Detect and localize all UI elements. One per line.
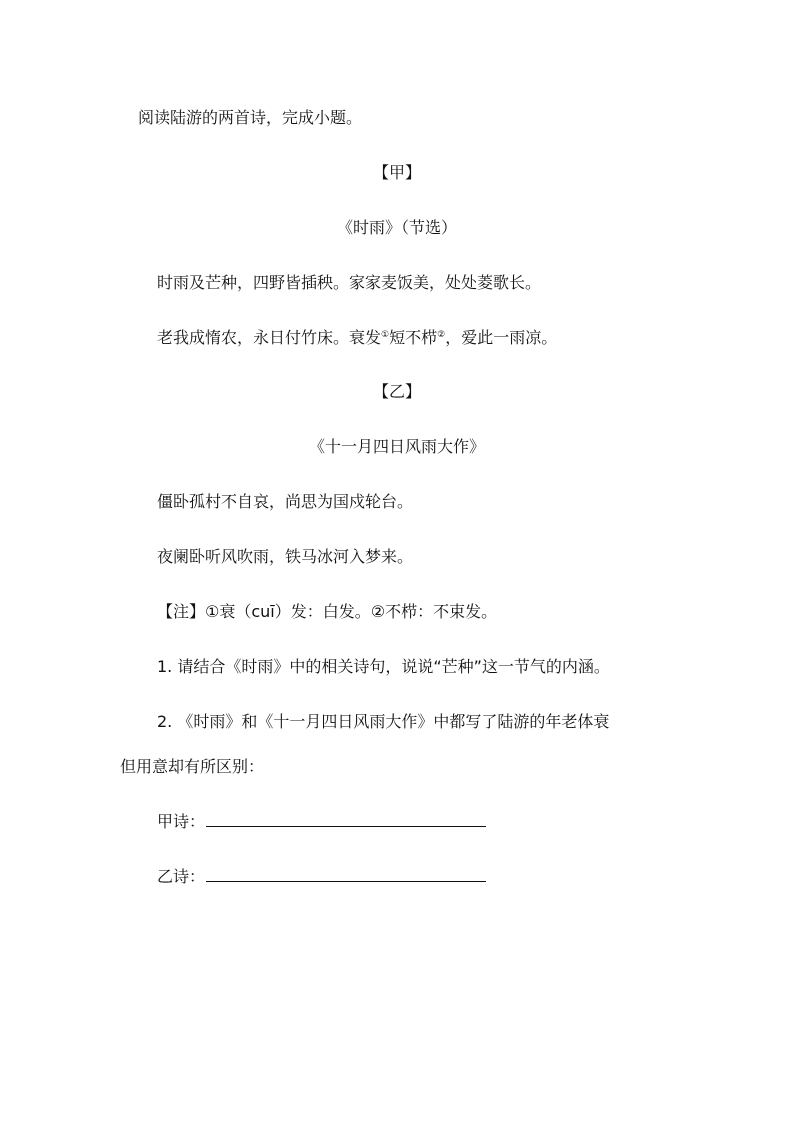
answer-jia-blank[interactable]: [206, 811, 486, 827]
answer-jia-label: 甲诗：: [157, 812, 206, 831]
poem-yi-line-2: 夜阑卧听风吹雨，铁马冰河入梦来。: [157, 547, 414, 566]
poem-jia-line-2: [157, 327, 557, 349]
poem-jia-title: 《时雨》（节选）: [336, 218, 457, 237]
poem-jia-line-2-part-2: 短不栉: [389, 328, 438, 347]
intro-text: 阅读陆游的两首诗，完成小题。: [138, 108, 363, 127]
note-2-mark: ②: [437, 330, 446, 340]
answer-jia-row: [157, 811, 486, 833]
poem-yi-title: 《十一月四日风雨大作》: [308, 437, 485, 456]
poem-jia-marker: 【甲】: [372, 163, 421, 182]
question-1: 1. 请结合《时雨》中的相关诗句，说说“芒种”这一节气的内涵。: [157, 657, 610, 676]
answer-yi-blank[interactable]: [206, 866, 486, 882]
poem-jia-line-1: 时雨及芒种，四野皆插秧。家家麦饭美，处处菱歌长。: [157, 273, 542, 292]
note-1-mark: ①: [381, 330, 390, 340]
poem-yi-marker: 【乙】: [372, 382, 421, 401]
poem-jia-line-2-part-1: 老我成惰农，永日付竹床。衰发: [157, 328, 382, 347]
answer-yi-label: 乙诗：: [157, 867, 206, 886]
poem-yi-line-1: 僵卧孤村不自哀，尚思为国戍轮台。: [157, 492, 414, 511]
annotation-notes: 【注】①衰（cuī）发：白发。②不栉：不束发。: [157, 602, 498, 621]
question-2-line-2: 但用意却有所区别：: [120, 757, 265, 776]
poem-jia-line-2-part-3: ，爱此一雨凉。: [445, 328, 558, 347]
answer-yi-row: [157, 866, 486, 888]
question-2-line-1: 2. 《时雨》和《十一月四日风雨大作》中都写了陆游的年老体衰: [157, 712, 610, 731]
